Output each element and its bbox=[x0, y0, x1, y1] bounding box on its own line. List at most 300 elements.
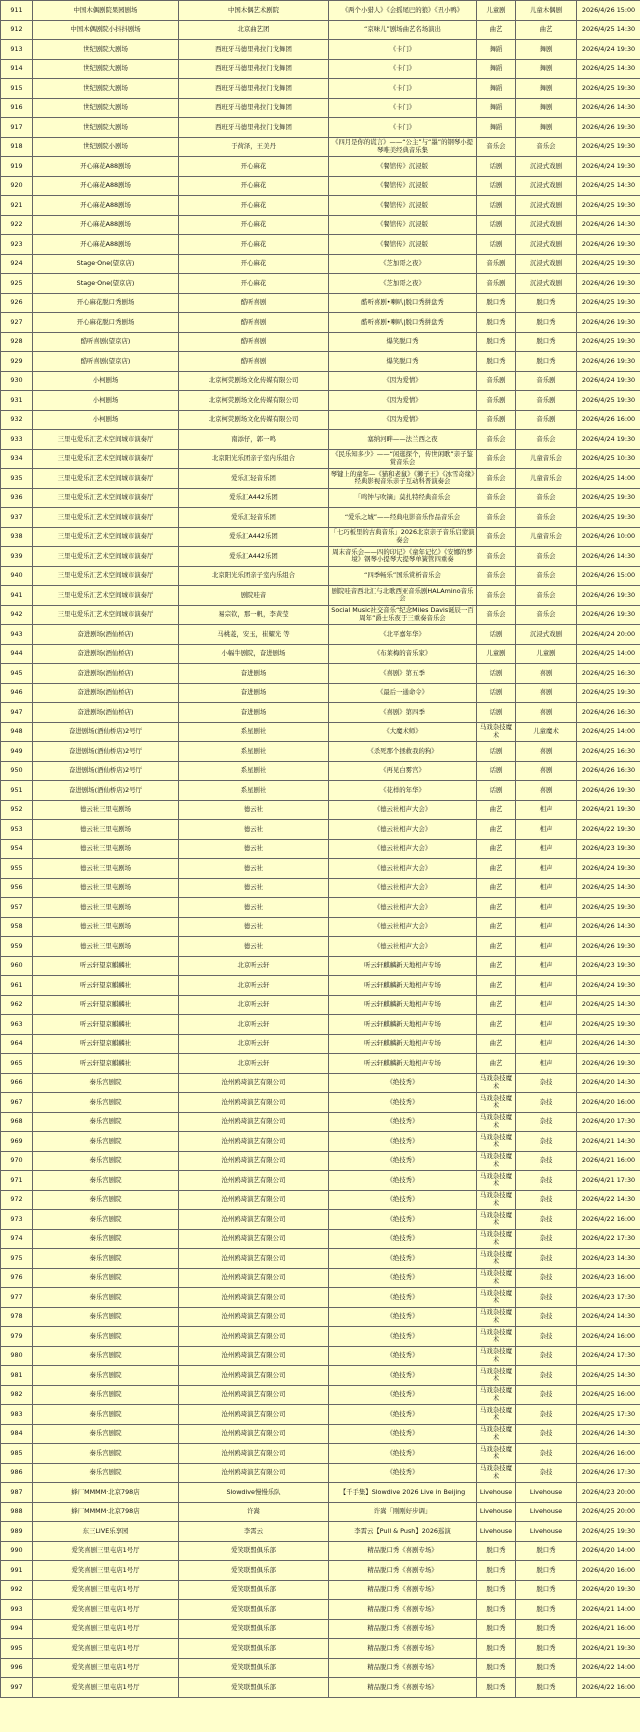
show-datetime: 2026/4/26 14:30 bbox=[577, 215, 640, 235]
subcategory: 喜剧 bbox=[516, 664, 577, 684]
row-number: 961 bbox=[1, 976, 33, 996]
subcategory: 音乐会 bbox=[516, 605, 577, 625]
show-datetime: 2026/4/24 19:30 bbox=[577, 430, 640, 450]
subcategory: 脱口秀 bbox=[516, 313, 577, 333]
show-datetime: 2026/4/24 19:30 bbox=[577, 157, 640, 177]
venue-name: 秦乐宫剧院 bbox=[33, 1327, 179, 1347]
venue-name: 爱笑喜剧三里屯店1号厅 bbox=[33, 1678, 179, 1698]
subcategory: 音乐剧 bbox=[516, 391, 577, 411]
show-title: 《绝技秀》 bbox=[329, 1405, 477, 1425]
venue-name: 听云轩望京麒麟社 bbox=[33, 976, 179, 996]
show-datetime: 2026/4/25 16:00 bbox=[577, 1385, 640, 1405]
show-datetime: 2026/4/26 19:30 bbox=[577, 274, 640, 294]
show-title: 《德云社相声大会》 bbox=[329, 898, 477, 918]
show-title: 《卡门》 bbox=[329, 98, 477, 118]
row-number: 964 bbox=[1, 1034, 33, 1054]
category: 话剧 bbox=[477, 196, 516, 216]
row-number: 975 bbox=[1, 1249, 33, 1269]
performer-name: 爱乐汇A442乐团 bbox=[179, 547, 329, 567]
performer-name: 开心麻花 bbox=[179, 176, 329, 196]
show-title: 《德云社相声大会》 bbox=[329, 859, 477, 879]
show-title: 《餐馆传》沉浸版 bbox=[329, 196, 477, 216]
subcategory: 舞剧 bbox=[516, 40, 577, 60]
category: 马戏杂技魔术 bbox=[477, 1366, 516, 1386]
table-row bbox=[1, 196, 640, 216]
performer-name: 开心麻花 bbox=[179, 196, 329, 216]
category: 话剧 bbox=[477, 703, 516, 723]
row-number: 986 bbox=[1, 1463, 33, 1483]
category: 话剧 bbox=[477, 683, 516, 703]
row-number: 945 bbox=[1, 664, 33, 684]
performer-name: 酷听喜剧 bbox=[179, 332, 329, 352]
category: Livehouse bbox=[477, 1522, 516, 1542]
table-row bbox=[1, 742, 640, 762]
performer-name: 奋进剧场 bbox=[179, 683, 329, 703]
show-title: 「鸣钟与吹镝」莫扎特经典音乐会 bbox=[329, 488, 477, 508]
venue-name: 听云轩望京麒麟社 bbox=[33, 1015, 179, 1035]
row-number: 960 bbox=[1, 956, 33, 976]
venue-name: 德云社三里屯剧场 bbox=[33, 859, 179, 879]
category: 话剧 bbox=[477, 215, 516, 235]
category: 脱口秀 bbox=[477, 352, 516, 372]
table-row bbox=[1, 781, 640, 801]
row-number: 944 bbox=[1, 644, 33, 664]
show-title: “四季畅乐”国乐赏析音乐会 bbox=[329, 566, 477, 586]
venue-name: 德云社三里屯剧场 bbox=[33, 917, 179, 937]
performer-name: 开心麻花 bbox=[179, 157, 329, 177]
row-number: 956 bbox=[1, 878, 33, 898]
table-row bbox=[1, 976, 640, 996]
performer-name: 爱乐汇轻音乐团 bbox=[179, 469, 329, 489]
show-datetime: 2026/4/26 17:30 bbox=[577, 1463, 640, 1483]
subcategory: 杂技 bbox=[516, 1327, 577, 1347]
venue-name: 秦乐宫剧院 bbox=[33, 1424, 179, 1444]
show-datetime: 2026/4/25 19:30 bbox=[577, 1522, 640, 1542]
row-number: 972 bbox=[1, 1190, 33, 1210]
show-datetime: 2026/4/23 16:00 bbox=[577, 1268, 640, 1288]
venue-name: 奋进剧场(酒仙桥店) bbox=[33, 683, 179, 703]
show-title: 《餐馆传》沉浸版 bbox=[329, 176, 477, 196]
table-row bbox=[1, 800, 640, 820]
venue-name: 三里屯爱乐汇艺术空间城市演奏厅 bbox=[33, 430, 179, 450]
table-row bbox=[1, 488, 640, 508]
performer-name: 酷听喜剧 bbox=[179, 313, 329, 333]
table-row bbox=[1, 1405, 640, 1425]
subcategory: 脱口秀 bbox=[516, 352, 577, 372]
venue-name: 三里屯爱乐汇艺术空间城市演奏厅 bbox=[33, 449, 179, 469]
category: 马戏杂技魔术 bbox=[477, 1132, 516, 1152]
row-number: 994 bbox=[1, 1619, 33, 1639]
category: 音乐会 bbox=[477, 508, 516, 528]
performer-name: 系星剧社 bbox=[179, 781, 329, 801]
subcategory: 杂技 bbox=[516, 1210, 577, 1230]
table-row bbox=[1, 371, 640, 391]
show-title: 听云轩麒麟新天地相声专场 bbox=[329, 956, 477, 976]
venue-name: 爱笑喜剧三里屯店1号厅 bbox=[33, 1580, 179, 1600]
subcategory: 音乐会 bbox=[516, 508, 577, 528]
show-datetime: 2026/4/25 19:30 bbox=[577, 391, 640, 411]
category: 脱口秀 bbox=[477, 1541, 516, 1561]
subcategory: 舞剧 bbox=[516, 98, 577, 118]
row-number: 926 bbox=[1, 293, 33, 313]
show-title: 酷听喜剧•喇叭|脱口秀拼盘秀 bbox=[329, 293, 477, 313]
category: 曲艺 bbox=[477, 20, 516, 40]
performer-name: 系星剧社 bbox=[179, 722, 329, 742]
row-number: 924 bbox=[1, 254, 33, 274]
row-number: 913 bbox=[1, 40, 33, 60]
show-datetime: 2026/4/25 14:00 bbox=[577, 722, 640, 742]
category: 曲艺 bbox=[477, 820, 516, 840]
table-row bbox=[1, 1249, 640, 1269]
performer-name: Slowdive慢慢乐队 bbox=[179, 1483, 329, 1503]
show-datetime: 2026/4/26 19:30 bbox=[577, 235, 640, 255]
show-datetime: 2026/4/20 16:00 bbox=[577, 1093, 640, 1113]
subcategory: 脱口秀 bbox=[516, 1541, 577, 1561]
category: 马戏杂技魔术 bbox=[477, 1151, 516, 1171]
show-datetime: 2026/4/20 16:00 bbox=[577, 1561, 640, 1581]
category: 音乐会 bbox=[477, 547, 516, 567]
show-title: 《德云社相声大会》 bbox=[329, 820, 477, 840]
performer-name: 德云社 bbox=[179, 839, 329, 859]
table-row bbox=[1, 586, 640, 606]
row-number: 936 bbox=[1, 488, 33, 508]
show-title: 剧院哇音西北汇与北歌西亚音乐剧HALAmino音乐会 bbox=[329, 586, 477, 606]
row-number: 928 bbox=[1, 332, 33, 352]
table-row bbox=[1, 839, 640, 859]
performer-name: 奋进剧场 bbox=[179, 703, 329, 723]
show-title: 精品脱口秀《喜剧专场》 bbox=[329, 1658, 477, 1678]
venue-name: 奋进剧场(酒仙桥店) bbox=[33, 664, 179, 684]
performer-name: 德云社 bbox=[179, 937, 329, 957]
category: 话剧 bbox=[477, 235, 516, 255]
subcategory: 脱口秀 bbox=[516, 1619, 577, 1639]
show-datetime: 2026/4/21 19:30 bbox=[577, 800, 640, 820]
show-title: 精品脱口秀《喜剧专场》 bbox=[329, 1580, 477, 1600]
subcategory: 音乐会 bbox=[516, 566, 577, 586]
row-number: 933 bbox=[1, 430, 33, 450]
performer-name: 北京阳光乐团亲子室内乐组合 bbox=[179, 449, 329, 469]
venue-name: 秦乐宫剧院 bbox=[33, 1151, 179, 1171]
performer-name: 易宗钦，那一帆，李黄莹 bbox=[179, 605, 329, 625]
show-title: 《喜剧》第五季 bbox=[329, 664, 477, 684]
row-number: 927 bbox=[1, 313, 33, 333]
performer-name: 沧州鸥琦演艺有限公司 bbox=[179, 1366, 329, 1386]
show-datetime: 2026/4/25 14:30 bbox=[577, 176, 640, 196]
show-title: 【千手集】Slowdive 2026 Live in Beijing bbox=[329, 1483, 477, 1503]
table-row bbox=[1, 878, 640, 898]
show-datetime: 2026/4/25 14:30 bbox=[577, 20, 640, 40]
table-row bbox=[1, 1210, 640, 1230]
subcategory: 舞剧 bbox=[516, 59, 577, 79]
subcategory: 音乐剧 bbox=[516, 410, 577, 430]
row-number: 990 bbox=[1, 1541, 33, 1561]
table-row bbox=[1, 703, 640, 723]
venue-name: 三里屯爱乐汇艺术空间城市演奏厅 bbox=[33, 488, 179, 508]
performer-name: 沧州鸥琦演艺有限公司 bbox=[179, 1132, 329, 1152]
subcategory: 沉浸式戏剧 bbox=[516, 176, 577, 196]
subcategory: 脱口秀 bbox=[516, 1658, 577, 1678]
table-row bbox=[1, 1132, 640, 1152]
performer-name: 爱乐汇轻音乐团 bbox=[179, 508, 329, 528]
table-row bbox=[1, 683, 640, 703]
performer-name: 开心麻花 bbox=[179, 235, 329, 255]
table-row bbox=[1, 1424, 640, 1444]
category: 音乐剧 bbox=[477, 254, 516, 274]
row-number: 985 bbox=[1, 1444, 33, 1464]
table-row bbox=[1, 1229, 640, 1249]
venue-name: 德云社三里屯剧场 bbox=[33, 878, 179, 898]
subcategory: 儿童剧 bbox=[516, 644, 577, 664]
subcategory: Livehouse bbox=[516, 1502, 577, 1522]
performer-name: 系星剧社 bbox=[179, 761, 329, 781]
performer-name: 沧州鸥琦演艺有限公司 bbox=[179, 1463, 329, 1483]
venue-name: 秦乐宫剧院 bbox=[33, 1346, 179, 1366]
row-number: 989 bbox=[1, 1522, 33, 1542]
show-datetime: 2026/4/25 19:30 bbox=[577, 293, 640, 313]
performer-name: 北京曲艺团 bbox=[179, 20, 329, 40]
show-title: 酷听喜剧•喇叭|脱口秀拼盘秀 bbox=[329, 313, 477, 333]
row-number: 955 bbox=[1, 859, 33, 879]
table-row bbox=[1, 1112, 640, 1132]
subcategory: 杂技 bbox=[516, 1151, 577, 1171]
row-number: 967 bbox=[1, 1093, 33, 1113]
table-row bbox=[1, 917, 640, 937]
show-title: 周末音乐会——四的印记》《童年记忆》《安娜的梦境》钢琴小提琴大提琴单簧管四重奏 bbox=[329, 547, 477, 567]
table-row bbox=[1, 1561, 640, 1581]
show-title: 《德云社相声大会》 bbox=[329, 878, 477, 898]
row-number: 914 bbox=[1, 59, 33, 79]
subcategory: 杂技 bbox=[516, 1229, 577, 1249]
table-row bbox=[1, 937, 640, 957]
row-number: 965 bbox=[1, 1054, 33, 1074]
show-title: 精品脱口秀《喜剧专场》 bbox=[329, 1639, 477, 1659]
performer-name: 北京听云轩 bbox=[179, 1054, 329, 1074]
performer-name: 德云社 bbox=[179, 898, 329, 918]
category: 曲艺 bbox=[477, 839, 516, 859]
show-datetime: 2026/4/21 17:30 bbox=[577, 1171, 640, 1191]
subcategory: 相声 bbox=[516, 937, 577, 957]
performer-name: 北京听云轩 bbox=[179, 976, 329, 996]
table-row bbox=[1, 1171, 640, 1191]
show-title: 「七巧板里的古典音乐」2026北京亲子音乐启蒙演奏会 bbox=[329, 527, 477, 547]
performer-name: 德云社 bbox=[179, 917, 329, 937]
show-datetime: 2026/4/25 14:30 bbox=[577, 995, 640, 1015]
subcategory: 相声 bbox=[516, 995, 577, 1015]
show-datetime: 2026/4/22 14:30 bbox=[577, 1190, 640, 1210]
category: 马戏杂技魔术 bbox=[477, 1463, 516, 1483]
category: Livehouse bbox=[477, 1483, 516, 1503]
table-row bbox=[1, 1541, 640, 1561]
subcategory: 脱口秀 bbox=[516, 1561, 577, 1581]
venue-name: 德云社三里屯剧场 bbox=[33, 937, 179, 957]
venue-name: 秦乐宫剧院 bbox=[33, 1444, 179, 1464]
subcategory: 杂技 bbox=[516, 1268, 577, 1288]
venue-name: 奋进剧场(酒仙桥店)2号厅 bbox=[33, 742, 179, 762]
performer-name: 德云社 bbox=[179, 820, 329, 840]
subcategory: 杂技 bbox=[516, 1190, 577, 1210]
subcategory: 杂技 bbox=[516, 1424, 577, 1444]
performer-name: 于荷泽，王美丹 bbox=[179, 137, 329, 157]
row-number: 987 bbox=[1, 1483, 33, 1503]
row-number: 979 bbox=[1, 1327, 33, 1347]
performer-name: 爱笑联盟俱乐部 bbox=[179, 1580, 329, 1600]
performer-name: 德云社 bbox=[179, 878, 329, 898]
row-number: 950 bbox=[1, 761, 33, 781]
venue-name: 开心麻花脱口秀剧场 bbox=[33, 293, 179, 313]
show-title: 《卡门》 bbox=[329, 59, 477, 79]
venue-name: 爱笑喜剧三里屯店1号厅 bbox=[33, 1619, 179, 1639]
subcategory: 脱口秀 bbox=[516, 1600, 577, 1620]
table-row bbox=[1, 1015, 640, 1035]
performer-name: 沧州鸥琦演艺有限公司 bbox=[179, 1288, 329, 1308]
venue-name: 秦乐宫剧院 bbox=[33, 1249, 179, 1269]
subcategory: 儿童木偶剧 bbox=[516, 1, 577, 21]
table-row bbox=[1, 820, 640, 840]
venue-name: 东三LIVE乐享园 bbox=[33, 1522, 179, 1542]
table-row bbox=[1, 1346, 640, 1366]
category: 曲艺 bbox=[477, 800, 516, 820]
category: 马戏杂技魔术 bbox=[477, 1112, 516, 1132]
row-number: 996 bbox=[1, 1658, 33, 1678]
subcategory: 相声 bbox=[516, 956, 577, 976]
show-datetime: 2026/4/26 19:30 bbox=[577, 352, 640, 372]
table-row bbox=[1, 1034, 640, 1054]
show-datetime: 2026/4/21 16:00 bbox=[577, 1619, 640, 1639]
venue-name: 酷听喜剧(望京店) bbox=[33, 352, 179, 372]
table-row bbox=[1, 293, 640, 313]
table-row bbox=[1, 1151, 640, 1171]
venue-name: 开心麻花A88剧场 bbox=[33, 196, 179, 216]
category: 脱口秀 bbox=[477, 313, 516, 333]
row-number: 922 bbox=[1, 215, 33, 235]
category: 马戏杂技魔术 bbox=[477, 1346, 516, 1366]
show-title: 精品脱口秀《喜剧专场》 bbox=[329, 1561, 477, 1581]
subcategory: 沉浸式戏剧 bbox=[516, 235, 577, 255]
table-row bbox=[1, 98, 640, 118]
row-number: 988 bbox=[1, 1502, 33, 1522]
show-datetime: 2026/4/20 17:30 bbox=[577, 1112, 640, 1132]
subcategory: 相声 bbox=[516, 917, 577, 937]
venue-name: 秦乐宫剧院 bbox=[33, 1288, 179, 1308]
show-title: 《绝技秀》 bbox=[329, 1249, 477, 1269]
show-title: 《餐馆传》沉浸版 bbox=[329, 235, 477, 255]
subcategory: 喜剧 bbox=[516, 683, 577, 703]
performer-name: 爱笑联盟俱乐部 bbox=[179, 1619, 329, 1639]
table-row bbox=[1, 469, 640, 489]
subcategory: 曲艺 bbox=[516, 20, 577, 40]
show-title: 《杀死那个拯救我的狗》 bbox=[329, 742, 477, 762]
category: 音乐会 bbox=[477, 430, 516, 450]
show-title: 琴键上的童年—《猫和老鼠》《狮子王》《冰雪奇缘》经典影视音乐亲子互动科普演奏会 bbox=[329, 469, 477, 489]
table-row bbox=[1, 1580, 640, 1600]
venue-name: 秦乐宫剧院 bbox=[33, 1190, 179, 1210]
category: 舞蹈 bbox=[477, 79, 516, 99]
show-datetime: 2026/4/26 16:00 bbox=[577, 410, 640, 430]
venue-name: 三里屯爱乐汇艺术空间城市演奏厅 bbox=[33, 469, 179, 489]
venue-name: 开心麻花脱口秀剧场 bbox=[33, 313, 179, 333]
table-row bbox=[1, 313, 640, 333]
performer-name: 沧州鸥琦演艺有限公司 bbox=[179, 1190, 329, 1210]
show-title: 《绝技秀》 bbox=[329, 1112, 477, 1132]
show-title: 精品脱口秀《喜剧专场》 bbox=[329, 1678, 477, 1698]
subcategory: 儿童音乐会 bbox=[516, 449, 577, 469]
category: 马戏杂技魔术 bbox=[477, 1268, 516, 1288]
show-title: 《绝技秀》 bbox=[329, 1424, 477, 1444]
row-number: 939 bbox=[1, 547, 33, 567]
show-datetime: 2026/4/25 14:00 bbox=[577, 644, 640, 664]
table-row bbox=[1, 625, 640, 645]
subcategory: 喜剧 bbox=[516, 703, 577, 723]
row-number: 921 bbox=[1, 196, 33, 216]
category: 儿童剧 bbox=[477, 644, 516, 664]
category: 脱口秀 bbox=[477, 1658, 516, 1678]
subcategory: 相声 bbox=[516, 976, 577, 996]
performer-name: 沧州鸥琦演艺有限公司 bbox=[179, 1249, 329, 1269]
venue-name: 秦乐宫剧院 bbox=[33, 1171, 179, 1191]
venue-name: Stage·One(望京店) bbox=[33, 254, 179, 274]
row-number: 993 bbox=[1, 1600, 33, 1620]
table-row bbox=[1, 1307, 640, 1327]
category: 曲艺 bbox=[477, 937, 516, 957]
show-title: 《绝技秀》 bbox=[329, 1307, 477, 1327]
show-title: 《绝技秀》 bbox=[329, 1229, 477, 1249]
table-row bbox=[1, 566, 640, 586]
subcategory: 相声 bbox=[516, 820, 577, 840]
category: 马戏杂技魔术 bbox=[477, 1444, 516, 1464]
subcategory: 脱口秀 bbox=[516, 332, 577, 352]
row-number: 953 bbox=[1, 820, 33, 840]
performer-name: 沧州鸥琦演艺有限公司 bbox=[179, 1444, 329, 1464]
venue-name: 世纪剧院大剧场 bbox=[33, 98, 179, 118]
performer-name: 沧州鸥琦演艺有限公司 bbox=[179, 1307, 329, 1327]
row-number: 952 bbox=[1, 800, 33, 820]
show-datetime: 2026/4/21 16:00 bbox=[577, 1151, 640, 1171]
table-row bbox=[1, 527, 640, 547]
show-title: 《最后一通命令》 bbox=[329, 683, 477, 703]
subcategory: 相声 bbox=[516, 1034, 577, 1054]
category: 音乐会 bbox=[477, 605, 516, 625]
show-datetime: 2026/4/24 16:00 bbox=[577, 1327, 640, 1347]
category: 脱口秀 bbox=[477, 1639, 516, 1659]
show-title: 《德云社相声大会》 bbox=[329, 800, 477, 820]
category: 音乐剧 bbox=[477, 391, 516, 411]
table-row bbox=[1, 40, 640, 60]
performer-name: 沧州鸥琦演艺有限公司 bbox=[179, 1424, 329, 1444]
row-number: 974 bbox=[1, 1229, 33, 1249]
subcategory: 相声 bbox=[516, 800, 577, 820]
performer-name: 德云社 bbox=[179, 859, 329, 879]
row-number: 968 bbox=[1, 1112, 33, 1132]
show-datetime: 2026/4/26 16:30 bbox=[577, 703, 640, 723]
show-datetime: 2026/4/25 14:30 bbox=[577, 59, 640, 79]
venue-name: 秦乐宫剧院 bbox=[33, 1463, 179, 1483]
show-title: 爆笑脱口秀 bbox=[329, 332, 477, 352]
show-title: 《绝技秀》 bbox=[329, 1210, 477, 1230]
category: 曲艺 bbox=[477, 995, 516, 1015]
show-title: 《绝技秀》 bbox=[329, 1171, 477, 1191]
venue-name: 秦乐宫剧院 bbox=[33, 1405, 179, 1425]
performer-name: 爱笑联盟俱乐部 bbox=[179, 1541, 329, 1561]
show-title: 《德云社相声大会》 bbox=[329, 937, 477, 957]
table-row bbox=[1, 215, 640, 235]
category: 舞蹈 bbox=[477, 40, 516, 60]
row-number: 920 bbox=[1, 176, 33, 196]
performer-name: 沧州鸥琦演艺有限公司 bbox=[179, 1073, 329, 1093]
show-datetime: 2026/4/25 17:30 bbox=[577, 1405, 640, 1425]
venue-name: 秦乐宫剧院 bbox=[33, 1366, 179, 1386]
subcategory: 沉浸式戏剧 bbox=[516, 157, 577, 177]
show-datetime: 2026/4/22 19:30 bbox=[577, 820, 640, 840]
